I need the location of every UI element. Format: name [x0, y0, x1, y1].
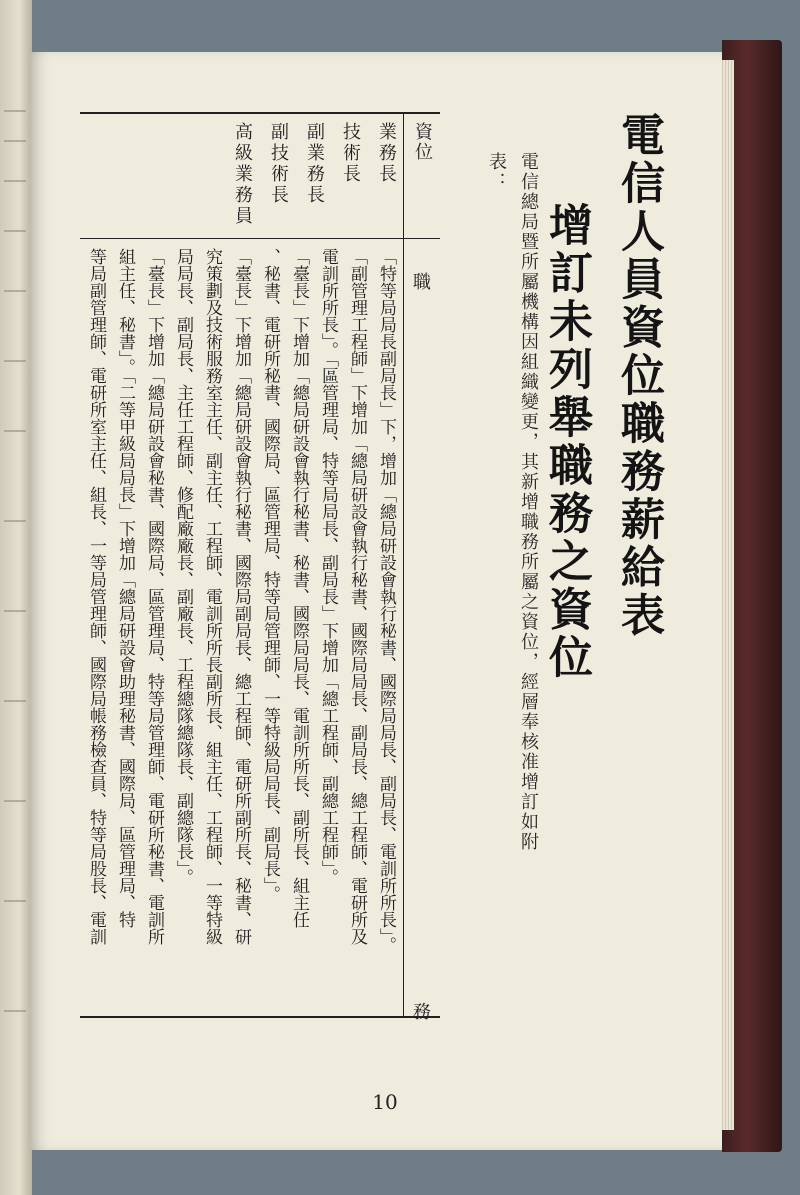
duty-column: 局局長、副局長、主任工程師、修配廠廠長、副廠長、工程總隊總隊長、副總隊長」。	[173, 248, 193, 886]
page-number: 10	[372, 1090, 398, 1114]
duty-column: 「臺長」下增加「總局研設會執行秘書、國際局副局長、總工程師、電研所副所長、秘書、研	[231, 248, 251, 945]
grade-item: 高級業務員	[232, 122, 253, 227]
duty-column: 、秘書、電研所秘書、國際局、區管理局、特等局管理師、一等特級局局長、副局長」。	[260, 248, 280, 903]
grade-item: 副技術長	[268, 122, 289, 206]
duty-column: 電訓所所長」。「區管理局、特等局局長、副局長」下增加「總工程師、副總工程師」。	[318, 248, 338, 886]
page-title: 電信人員資位職務薪給表	[613, 112, 664, 640]
page-subtitle: 增訂未列舉職務之資位	[541, 202, 592, 682]
left-page-edge	[0, 0, 32, 1195]
duty-column: 組主任、秘書」。「二等甲級局局長」下增加「總局研設會助理秘書、國際局、區管理局、特	[115, 248, 135, 928]
grade-header-row	[80, 114, 440, 239]
header-duty-cell	[404, 238, 440, 1023]
duty-column: 「特等局局長副局長」下，增加「總局研設會執行秘書、國際局局長、副局長、電訓所所長」。	[376, 248, 396, 954]
intro-paragraph: 電信總局暨所屬機構因組織變更，其新增職務所屬之資位，經層奉核准增訂如附表：	[486, 152, 539, 852]
header-duty-char-2: 務	[413, 1002, 431, 1023]
grade-item: 副業務長	[304, 122, 325, 206]
grade-duty-table	[80, 112, 440, 1023]
grade-item: 技術長	[340, 122, 361, 185]
duty-column: 「臺長」下增加「總局研設會執行秘書、秘書、國際局局長、電訓所所長、副所長、組主任	[289, 248, 309, 928]
duty-column: 等局副管理師、電研所室主任、組長、一等局管理師、國際局帳務檢查員、特等局股長、電訓	[86, 248, 106, 945]
duty-column: 究策劃及技術服務室主任、副主任、工程師、電訓所所長副所長、組主任、工程師、一等特級	[202, 248, 222, 945]
duty-column: 「副管理工程師」下增加「總局研設會執行秘書、國際局局長、副局長、總工程師、電研所及	[347, 248, 367, 945]
header-grade: 資位	[412, 122, 433, 162]
duty-column: 「臺長」下增加「總局研設會秘書、國際局、區管理局、特等局管理師、電研所秘書、電訓所	[144, 248, 164, 945]
page-edges	[720, 60, 734, 1130]
grade-item: 業務長	[376, 122, 397, 185]
grade-list	[80, 114, 404, 238]
book-page	[30, 52, 722, 1150]
duty-body	[80, 238, 404, 1016]
header-duty-char-1: 職	[413, 272, 431, 293]
